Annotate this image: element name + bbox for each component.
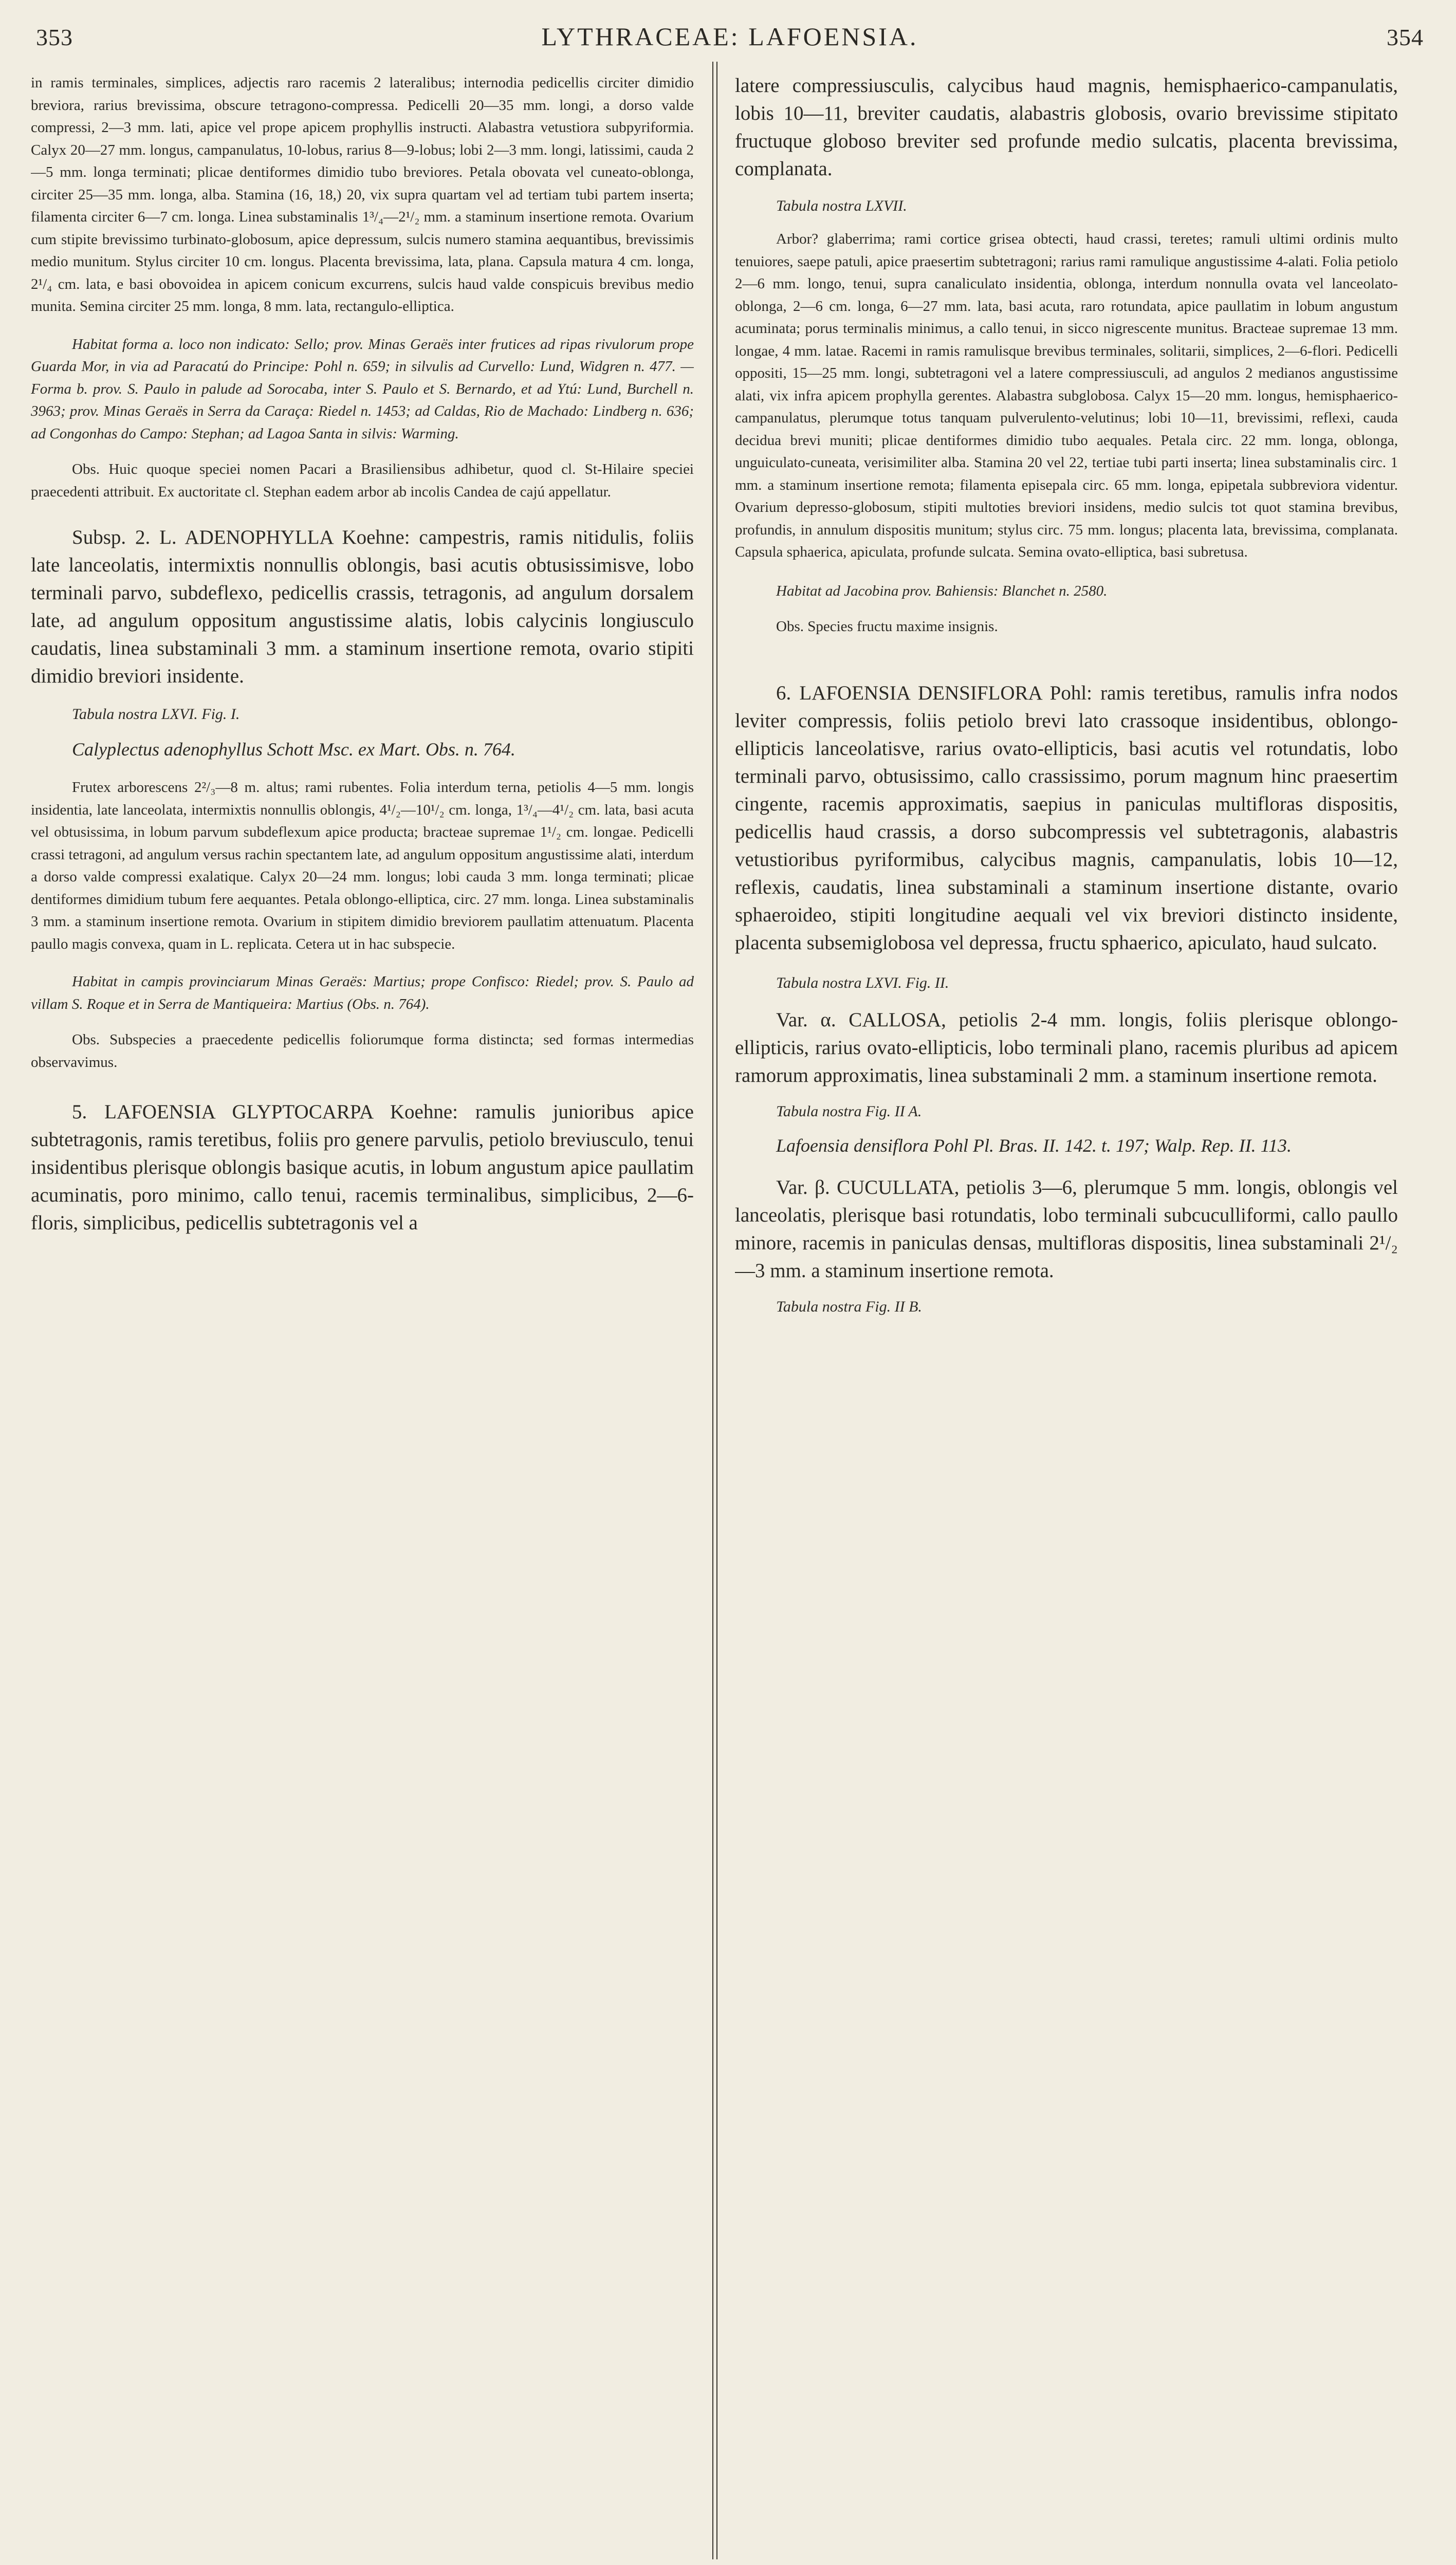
habitat-paragraph: Habitat in campis provinciarum Minas Geraës: Martius; prope Confisco: Riedel; prov. S. Paulo ad villam S. Roque et in Serra de Mantiqueira: Martius (Obs. n. 764).: [31, 973, 694, 1012]
description-paragraph: Arbor? glaberrima; rami cortice grisea obtecti, haud crassi, teretes; ramuli ultimi ordinis multo tenuiores, saepe patuli, apice praesertim subtetragoni; rarius rami ramulique angustissime 4-alati. Folia petiolo 2—6 mm. longo, tenui, supra canaliculato insidentia, oblonga, interdum nonnulla ovata vel lanceolato-oblonga, 2—6 cm. longa, 6—27 mm. lata, basi acuta, raro rotundata, apice paullatim in lobum angustum acuminata; porus terminalis minimus, a callo tenui, in sicco nigrescente munitus. Bracteae supremae 13 mm. longae, 4 mm. latae. Racemi in ramis ramulisque brevibus terminales, solitarii, simplices, 2—6-flori. Pedicelli oppositi, 15—25 mm. longi, subtetragoni vel a latere compressiusculi, ad angulos 2 medianos angustissime alati, vix infra apicem prophylla gerentes. Alabastra subglobosa. Calyx 15—20 mm. longus, hemisphaerico-campanulatus, plerumque totus tanquam pulverulento-velutinus; lobi 10—11, brevissimi, reflexi, cauda decidua brevi muniti; plicae dentiformes dimidio tubo aequales. Petala circ. 22 mm. longa, oblonga, unguiculato-cuneata, verisimiliter alba. Stamina 20 vel 22, tertiae tubi parti inserta; linea substaminalis circ. 1 mm. a staminum insertione remota; filamenta episepala circ. 65 mm. longa, epipetala subbreviora videntur. Ovarium depresso-globosum, stipiti multoties breviori insidens, medio sulcis tot quot stamina brevibus, profundis, in annulum dispositis munitum; stylus circ. 75 mm. longus; placenta lata, brevissima, complanata. Capsula sphaerica, apiculata, profunde sulcata. Semina ovato-elliptica, basi subretusa.: [735, 231, 1398, 560]
observation-paragraph: Obs. Subspecies a praecedente pedicellis foliorumque forma distincta; sed formas intermedias observavimus.: [31, 1031, 694, 1071]
description-paragraph: Frutex arborescens 2²/₃—8 m. altus; rami rubentes. Folia interdum terna, petiolis 4—5 mm. longis insidentia, late lanceolata, intermixtis nonnullis oblongis, 4¹/₂—10¹/₂ cm. longa, 1³/₄—4¹/₂ cm. lata, basi acuta vel obtusissima, in lobum parvum subdeflexum apice producta; bracteae supremae 1¹/₂ cm. longae. Pedicelli crassi tetragoni, ad angulum versus rachin spectantem late, ad angulum oppositum angustissime alati, interdum a dorso valde compressi exalatique. Calyx 20—24 mm. longus; lobi cauda 3 mm. longa terminati; plicae dentiformes dimidium tubum fere aequantes. Petala oblongo-elliptica, circ. 27 mm. longa. Linea substaminalis 3 mm. a staminum insertione remota. Ovarium in stipitem dimidio breviorem paullatim attenuatum. Placenta paullo magis convexa, quam in L. replicata. Cetera ut in hac subspecie.: [31, 779, 694, 952]
species-diagnosis-continued: latere compressiusculis, calycibus haud magnis, hemisphaerico-campanulatis, lobis 10—11, breviter caudatis, alabastris globosis, ovario brevissime stipitato fructuque globoso breviter sed profunde medio sulcatis, placenta brevissima, complanata.: [735, 75, 1398, 180]
right-column: [735, 72, 1398, 2549]
description-paragraph: in ramis terminales, simplices, adjectis raro racemis 2 lateralibus; internodia pedicellis circiter dimidio breviora, rarius brevissima, obscure tetragono-compressa. Pedicelli 20—35 mm. longi, a dorso valde compressi, 2—3 mm. lati, apice vel prope apicem prophyllis instructi. Alabastra vetustiora subpyriformia. Calyx 20—27 mm. longus, campanulatus, 10-lobus, rarius 8—9-lobus; lobi 2—3 mm. longi, latissimi, cauda 2—5 mm. longa terminati; plicae dentiformes dimidio tubo breviores. Petala obovata vel cuneato-oblonga, circiter 25—35 mm. longa, alba. Stamina (16, 18,) 20, vix supra quartam vel ad tertiam tubi partem inserta; filamenta circiter 6—7 cm. longa. Linea substaminalis 1³/₄—2¹/₂ mm. a staminum insertione remota. Ovarium cum stipite brevissimo turbinato-globosum, apice depressum, sulcis numero stamina aequantibus, brevissimis medio munitum. Stylus circiter 10 cm. longus. Placenta brevissima, lata, plana. Capsula matura 4 cm. longa, 2¹/₄ cm. lata, e basi obovoidea in apicem conicum excurrens, sulcis haud valde conspicuis brevibus medio munita. Semina circiter 25 mm. longa, 8 mm. lata, rectangulo-elliptica.: [31, 75, 694, 315]
subspecies-diagnosis: Subsp. 2. L. ADENOPHYLLA Koehne: campestris, ramis nitidulis, foliis late lanceolatis, intermixtis nonnullis oblongis, basi acutis obtusissimisve, lobo terminali parvo, subdeflexo, pedicellis crassis, tetragonis, ad angulum dorsalem late, ad angulum oppositum angustissime alatis, lobis calycinis longiusculo caudatis, linea substaminali 3 mm. a staminum insertione remota, ovario stipiti dimidio breviori insidente.: [31, 526, 694, 687]
species-diagnosis: 5. LAFOENSIA GLYPTOCARPA Koehne: ramulis junioribus apice subtetragonis, ramis teretibus, foliis pro genere parvulis, petiolo breviusculo, tenui insidentibus plerisque oblongis basique acutis, in lobum angustum apice paullatim acuminatis, poro minimo, callo tenui, racemis terminalibus, simplicibus, 2—6-floris, simplicibus, pedicellis subtetragonis vel a: [31, 1101, 694, 1234]
plate-reference: Tabula nostra LXVI. Fig. I.: [72, 706, 240, 723]
column-divider: [712, 62, 717, 2559]
variety-alpha-diagnosis: Var. α. CALLOSA, petiolis 2-4 mm. longis, foliis plerisque oblongo-ellipticis, rarius ovato-ellipticis, lobo terminali plano, racemis pluribus ad apicem ramorum approximatis, linea substaminali 2 mm. a staminum insertione remota.: [735, 1008, 1398, 1086]
left-column: [31, 72, 694, 2549]
observation-paragraph: Obs. Species fructu maxime insignis.: [776, 618, 998, 635]
species-diagnosis: 6. LAFOENSIA DENSIFLORA Pohl: ramis teretibus, ramulis infra nodos leviter compressis, foliis petiolo brevi lato crassoque insidentibus, oblongo-ellipticis lanceolatisve, rarius ovato-ellipticis, basi acutis vel rotundatis, lobo terminali parvo, obtusissimo, callo crassissimo, porum magnum hinc praesertim cingente, racemis approximatis, saepius in paniculas multifloras dispositis, pedicellis haud crassis, a dorso subcompressis vel subtetragonis, alabastris vetustioribus pyriformibus, calycibus magnis, campanulatis, lobis 10—12, reflexis, caudatis, linea substaminali a staminum insertione distante, ovario sphaeroideo, stipiti longitudine aequali vel vix breviori distincto insidente, placenta subsemiglobosa vel depressa, fructu sphaerico, apiculato, haud sulcato.: [735, 681, 1398, 954]
synonym-citation: Lafoensia densiflora Pohl Pl. Bras. II. 142. t. 197; Walp. Rep. II. 113.: [776, 1135, 1292, 1156]
variety-beta-diagnosis: Var. β. CUCULLATA, petiolis 3—6, plerumque 5 mm. longis, oblongis vel lanceolatis, plerisque basi rotundatis, lobo terminali subcuculliformi, callo paullo minore, racemis in paniculas densas, multifloras dispositis, linea substaminali 2¹/₂—3 mm. a staminum insertione remota.: [735, 1176, 1398, 1282]
left-page-number: 353: [36, 24, 73, 50]
plate-reference: Tabula nostra LXVI. Fig. II.: [776, 974, 949, 991]
plate-reference: Tabula nostra Fig. II A.: [776, 1102, 922, 1120]
synonym-citation: Calyplectus adenophyllus Schott Msc. ex Mart. Obs. n. 764.: [72, 739, 515, 760]
running-title: LYTHRACEAE: LAFOENSIA.: [541, 22, 918, 51]
observation-paragraph: Obs. Huic quoque speciei nomen Pacari a Brasiliensibus adhibetur, quod cl. St-Hilaire speciei praecedenti attribuit. Ex auctoritate cl. Stephan eadem arbor ab incolis Candea de cajú appellatur.: [31, 461, 694, 500]
habitat-paragraph: Habitat ad Jacobina prov. Bahiensis: Blanchet n. 2580.: [776, 582, 1108, 599]
habitat-paragraph: Habitat forma a. loco non indicato: Sello; prov. Minas Geraës inter frutices ad ripas rivulorum prope Guarda Mor, in via ad Paracatú do Principe: Pohl n. 659; in silvulis ad Curvello: Lund, Widgren n. 477. — Forma b. prov. S. Paulo in palude ad Sorocaba, inter S. Paulo et S. Bernardo, et ad Ytú: Lund, Burchell n. 3963; prov. Minas Geraës in Serra da Caraça: Riedel n. 1453; ad Caldas, Rio de Machado: Lindberg n. 636; ad Congonhas do Campo: Stephan; ad Lagoa Santa in silvis: Warming.: [31, 336, 694, 442]
plate-reference: Tabula nostra Fig. II B.: [776, 1298, 922, 1315]
right-page-number: 354: [1387, 24, 1424, 50]
plate-reference: Tabula nostra LXVII.: [776, 197, 907, 214]
page-header: [36, 14, 1424, 61]
